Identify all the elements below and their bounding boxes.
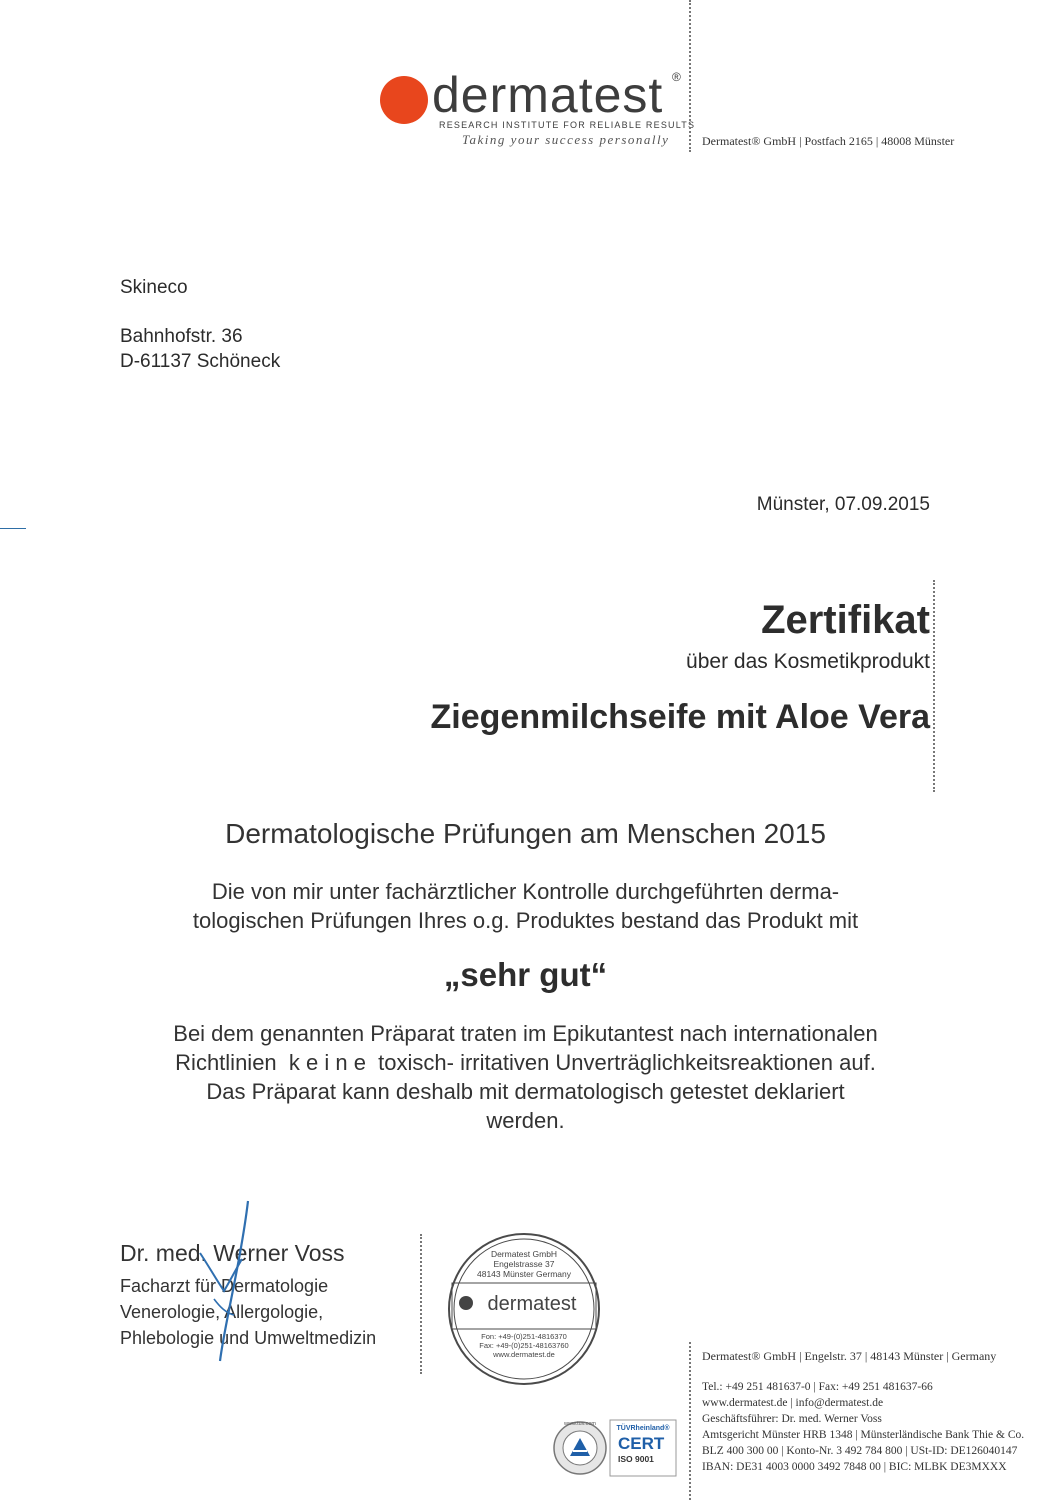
logo-dot-icon bbox=[380, 76, 428, 124]
result-line-2: Richtlinien k e i n e toxisch- irritativen Unverträglichkeitsreaktionen auf. bbox=[175, 1050, 876, 1075]
verdict: „sehr gut“ bbox=[443, 956, 608, 993]
result-line-4: werden. bbox=[486, 1108, 565, 1133]
product-name: Ziegenmilchseife mit Aloe Vera bbox=[430, 698, 930, 736]
intro-line-2: tologischen Prüfungen Ihres o.g. Produktes bestand das Produkt mit bbox=[192, 908, 859, 933]
stamp-line-2: Engelstrasse 37 bbox=[493, 1259, 555, 1269]
result-line-1: Bei dem genannten Präparat traten im Epikutantest nach internationalen bbox=[173, 1021, 878, 1046]
stamp-fax: Fax: +49-(0)251-48163760 bbox=[479, 1341, 569, 1350]
stamp-line-1: Dermatest GmbH bbox=[490, 1249, 558, 1259]
signature-divider bbox=[420, 1234, 422, 1374]
fold-mark bbox=[0, 528, 26, 529]
footer-line-4: Geschäftsführer: Dr. med. Werner Voss bbox=[702, 1413, 882, 1425]
recipient-street: Bahnhofstr. 36 bbox=[120, 326, 243, 347]
signatory-title-1: Facharzt für Dermatologie bbox=[120, 1276, 329, 1296]
sender-address: Dermatest® GmbH | Postfach 2165 | 48008 Münster bbox=[702, 134, 955, 148]
logo-slogan: Taking your success personally bbox=[462, 132, 670, 147]
logo-registered-mark: ® bbox=[672, 70, 681, 84]
signatory-name: Dr. med. Werner Voss bbox=[120, 1240, 345, 1266]
logo-tagline: RESEARCH INSTITUTE FOR RELIABLE RESULTS bbox=[439, 120, 696, 130]
stamp-web: www.dermatest.de bbox=[493, 1350, 555, 1359]
title-divider bbox=[933, 580, 935, 792]
certificate-subtitle: über das Kosmetikprodukt bbox=[686, 650, 930, 673]
company-stamp bbox=[446, 1231, 602, 1387]
recipient-company: Skineco bbox=[120, 277, 188, 298]
handwritten-signature bbox=[190, 1195, 270, 1365]
logo-wordmark: dermatest bbox=[432, 67, 664, 123]
signatory-title-2: Venerologie, Allergologie, bbox=[120, 1302, 324, 1322]
intro-line-1: Die von mir unter fachärztlicher Kontrolle durchgeführten derma- bbox=[211, 879, 840, 904]
tuv-brand: TÜVRheinland® bbox=[616, 1425, 670, 1432]
header-divider bbox=[689, 0, 691, 152]
footer-line-2: Tel.: +49 251 481637-0 | Fax: +49 251 481637-66 bbox=[702, 1381, 933, 1393]
certificate-title: Zertifikat bbox=[761, 598, 930, 642]
tuv-ring-text: www.tuv.com bbox=[564, 1421, 596, 1427]
signatory-title-3: Phlebologie und Umweltmedizin bbox=[120, 1328, 377, 1348]
footer-line-6: BLZ 400 300 00 | Konto-Nr. 3 492 784 800 | USt-ID: DE126040147 bbox=[702, 1445, 1018, 1457]
stamp-fon: Fon: +49-(0)251-4816370 bbox=[481, 1332, 567, 1341]
test-heading: Dermatologische Prüfungen am Menschen 2015 bbox=[225, 818, 826, 849]
letter-date: Münster, 07.09.2015 bbox=[756, 494, 930, 515]
footer-line-5: Amtsgericht Münster HRB 1348 | Münsterländische Bank Thie & Co. bbox=[702, 1429, 1025, 1441]
recipient-city: D-61137 Schöneck bbox=[120, 351, 281, 372]
footer-line-1: Dermatest® GmbH | Engelstr. 37 | 48143 Münster | Germany bbox=[702, 1349, 997, 1363]
tuv-cert-label: CERT bbox=[618, 1434, 665, 1453]
footer-line-3: www.dermatest.de | info@dermatest.de bbox=[702, 1397, 884, 1409]
stamp-line-3: 48143 Münster Germany bbox=[476, 1269, 572, 1279]
tuv-standard: ISO 9001 bbox=[618, 1454, 654, 1464]
footer-line-7: IBAN: DE31 4003 0000 3492 7848 00 | BIC: MLBK DE3MXXX bbox=[702, 1461, 1007, 1473]
tuv-cert-badge bbox=[552, 1416, 678, 1480]
stamp-logo-word: dermatest bbox=[487, 1293, 577, 1315]
footer-divider bbox=[689, 1342, 691, 1500]
result-line-3: Das Präparat kann deshalb mit dermatologisch getestet deklariert bbox=[206, 1079, 845, 1104]
